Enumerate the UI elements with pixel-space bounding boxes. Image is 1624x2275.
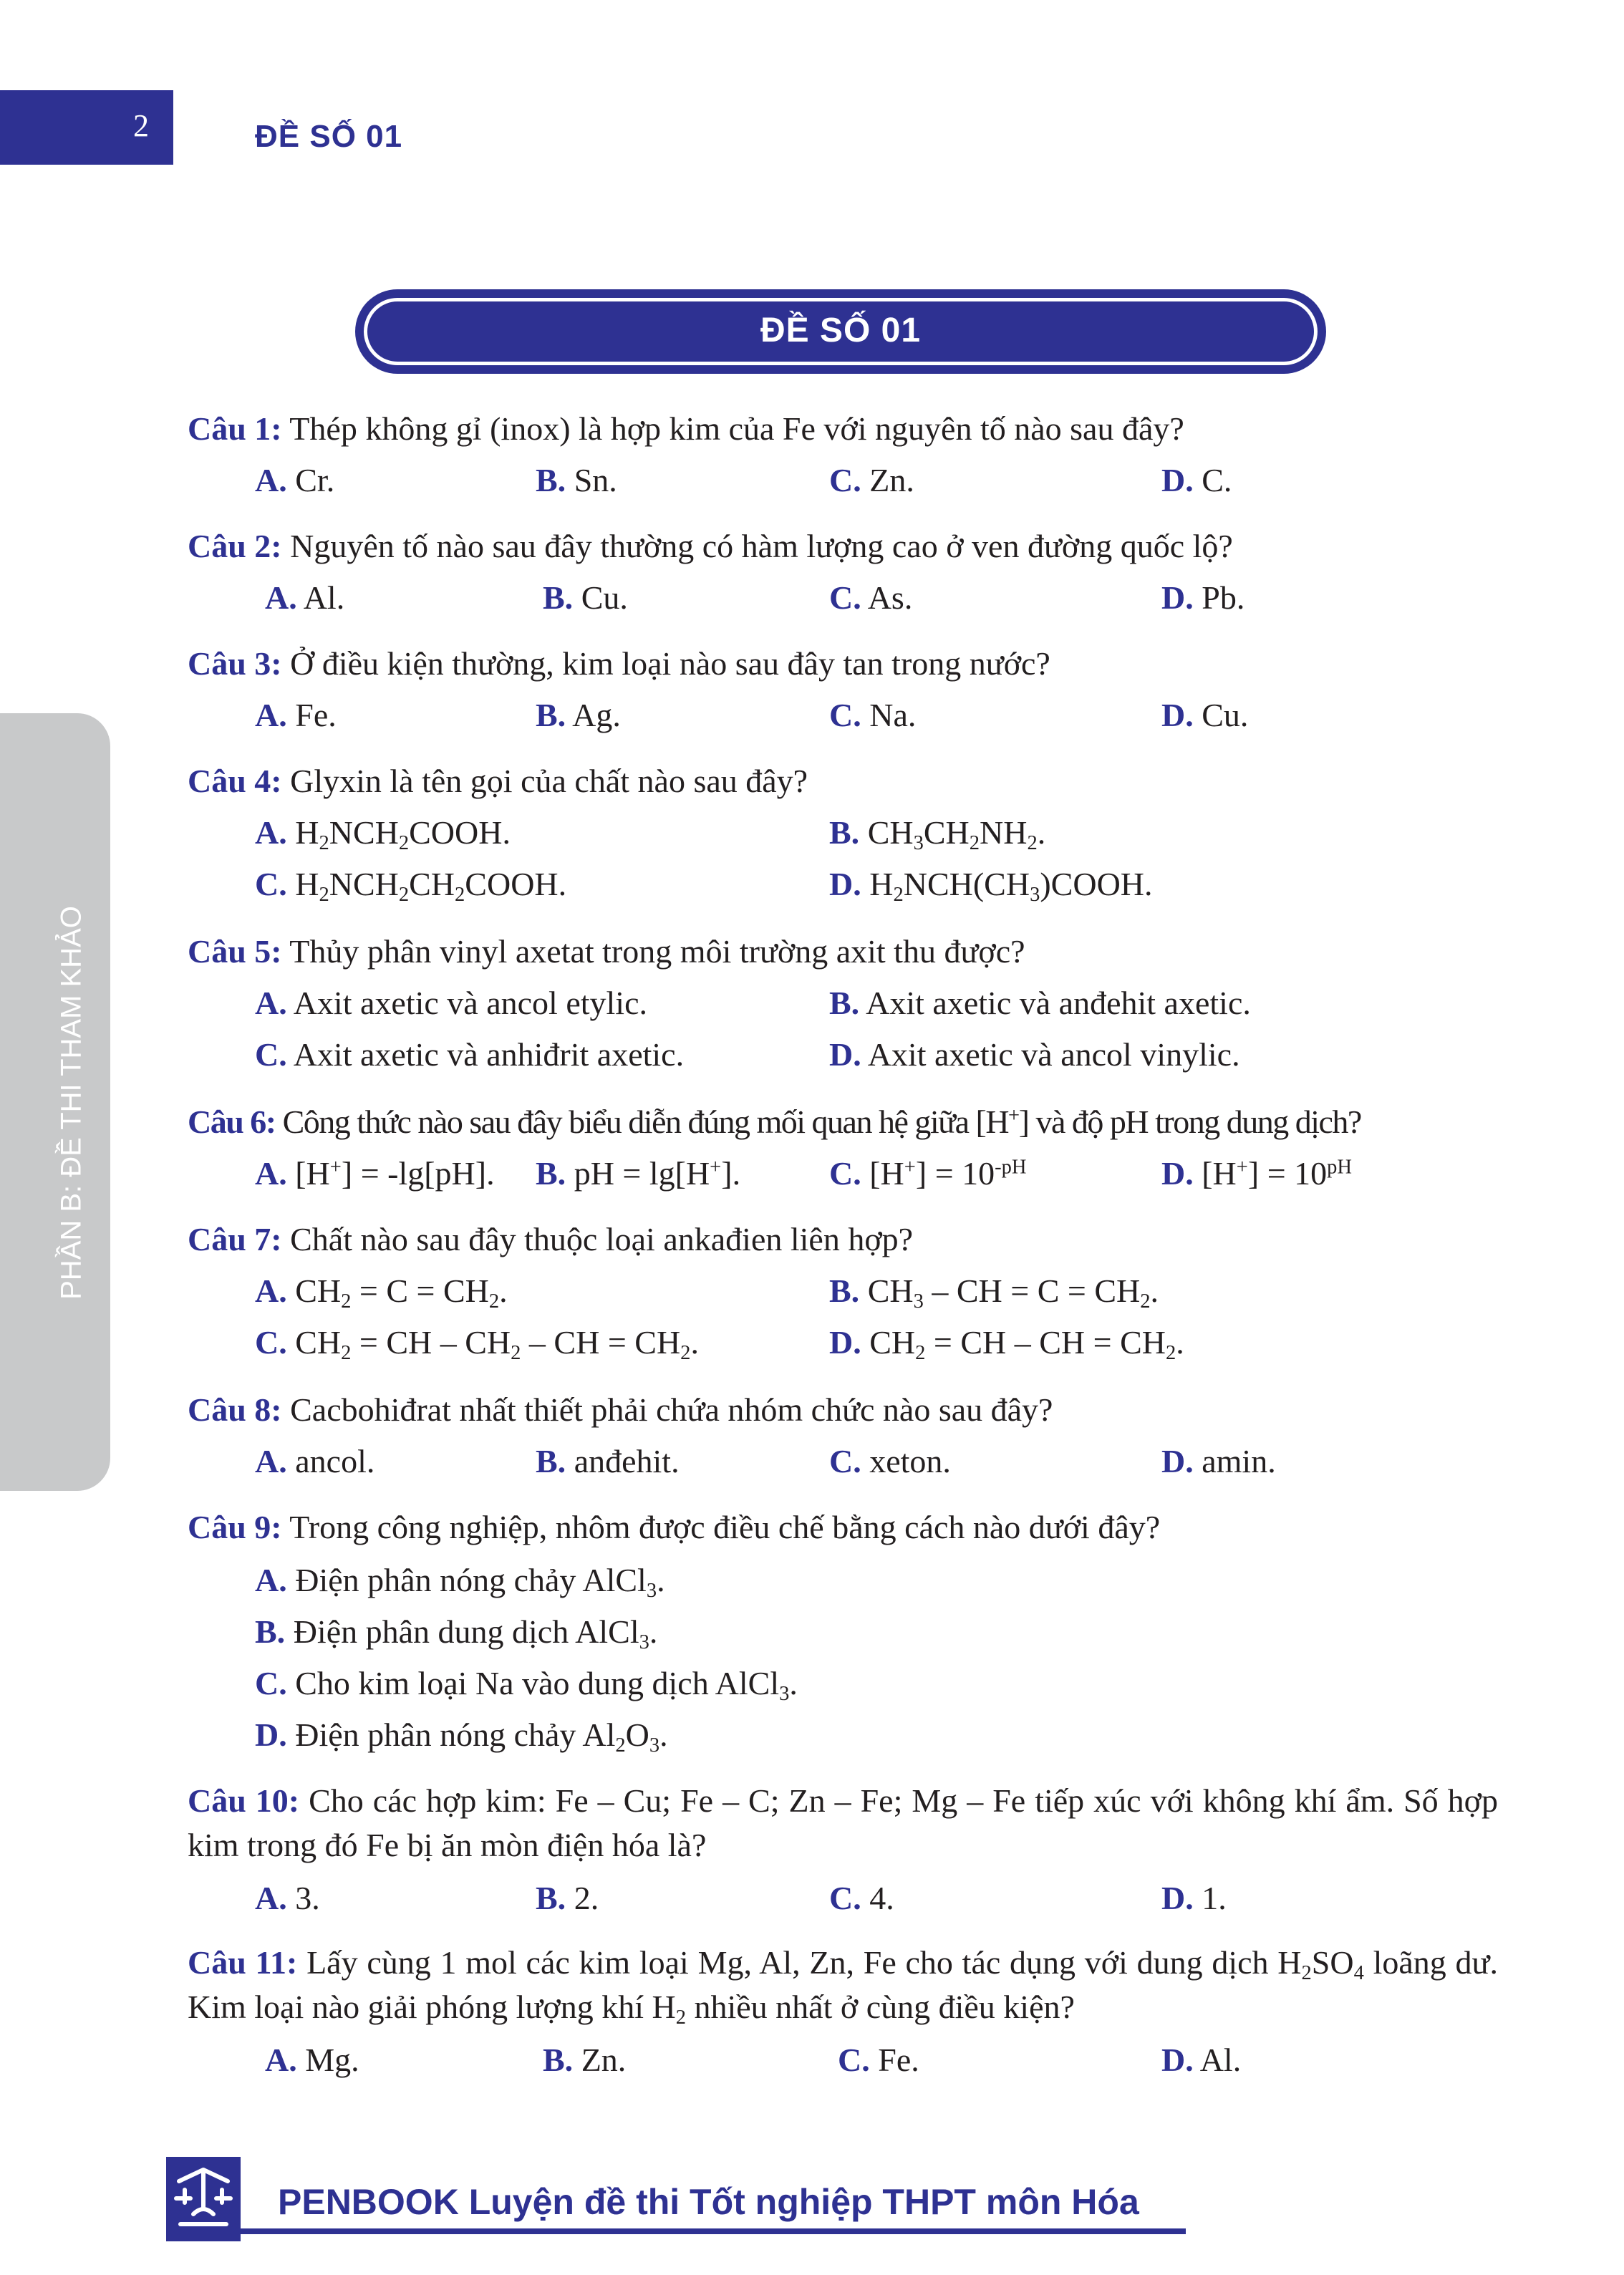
answer-option [1161, 1876, 1227, 1921]
footer-title: PENBOOK Luyện đề thi Tốt nghiệp THPT môn Hóa [278, 2182, 1139, 2222]
question [188, 929, 1025, 974]
option-letter: A. [255, 814, 287, 851]
question-text: Glyxin là tên gọi của chất nào sau đây? [290, 763, 808, 799]
answer-option [829, 1269, 1159, 1313]
option-letter: C. [255, 866, 287, 902]
option-text: Zn. [869, 462, 914, 498]
option-letter: A. [255, 1155, 287, 1192]
option-letter: A. [255, 1443, 287, 1479]
question [188, 1941, 1498, 2029]
answer-option [829, 1439, 951, 1484]
option-text: Pb. [1202, 579, 1245, 616]
option-text: Ag. [572, 697, 621, 733]
option-text: 3. [295, 1880, 320, 1916]
answer-option [829, 1033, 1240, 1077]
option-text: Điện phân nóng chảy $Al_2O_3$. [295, 1716, 668, 1757]
option-letter: D. [829, 866, 861, 902]
option-text: $H_2NCH(CH_3)COOH$. [869, 866, 1153, 906]
option-text: anđehit. [574, 1443, 680, 1479]
question-text: Nguyên tố nào sau đây thường có hàm lượng cao ở ven đường quốc lộ? [290, 528, 1233, 564]
question-label: Câu 8: [188, 1391, 282, 1428]
section-side-tab-label: PHẦN B: ĐỀ THI THAM KHẢO [55, 906, 87, 1300]
answer-option [255, 458, 334, 503]
answer-option [255, 1558, 665, 1603]
answer-option [255, 981, 647, 1025]
option-text: $CH_2$ = CH – $CH_2$ – CH = $CH_2$. [295, 1324, 699, 1364]
option-letter: A. [265, 579, 297, 616]
option-text: As. [867, 579, 913, 616]
option-letter: B. [829, 1272, 860, 1309]
option-letter: A. [255, 697, 287, 733]
option-text: Al. [303, 579, 345, 616]
option-letter: D. [1161, 1880, 1194, 1916]
option-text: $H_2NCH_2CH_2COOH$. [295, 866, 567, 906]
answer-option [255, 1033, 684, 1077]
option-text: amin. [1202, 1443, 1276, 1479]
answer-option [829, 862, 1153, 907]
option-letter: A. [255, 1272, 287, 1309]
question-label: Câu 3: [188, 645, 282, 682]
question [188, 407, 1184, 451]
option-text: Na. [869, 697, 917, 733]
footer-rule [241, 2228, 1186, 2234]
option-letter: D. [1161, 579, 1194, 616]
answer-option [255, 811, 511, 855]
answer-option [265, 2038, 359, 2082]
question-text: Cacbohiđrat nhất thiết phải chứa nhóm chức nào sau đây? [290, 1391, 1053, 1428]
answer-option [255, 1876, 320, 1921]
answer-option [1161, 2038, 1241, 2082]
option-text: Điện phân dung dịch AlCl$_3$. [293, 1613, 658, 1653]
answer-option [543, 2038, 626, 2082]
option-letter: B. [536, 1880, 566, 1916]
option-letter: B. [536, 1155, 566, 1192]
option-text: Al. [1199, 2042, 1242, 2078]
option-letter: C. [255, 1665, 287, 1701]
option-text: 1. [1202, 1880, 1227, 1916]
option-text: $CH_3CH_2NH_2$. [867, 814, 1046, 854]
option-text: ancol. [295, 1443, 375, 1479]
answer-option [1161, 1151, 1352, 1196]
option-letter: D. [255, 1716, 287, 1753]
question-text: Chất nào sau đây thuộc loại ankađien liên hợp? [290, 1221, 914, 1257]
option-text: 4. [869, 1880, 894, 1916]
question-text: Thép không gỉ (inox) là hợp kim của Fe với nguyên tố nào sau đây? [289, 410, 1184, 447]
option-text: C. [1202, 462, 1232, 498]
option-letter: D. [1161, 1443, 1194, 1479]
option-text: $H_2NCH_2COOH$. [295, 814, 511, 854]
question-text: Ở điều kiện thường, kim loại nào sau đây tan trong nước? [290, 645, 1050, 682]
answer-option [536, 1439, 680, 1484]
option-text: Axit axetic và ancol etylic. [293, 985, 648, 1021]
option-letter: B. [255, 1613, 286, 1650]
question-text: Trong công nghiệp, nhôm được điều chế bằng cách nào dưới đây? [289, 1509, 1161, 1545]
answer-option [255, 1713, 668, 1757]
answer-option [1161, 458, 1232, 503]
question-label: Câu 9: [188, 1509, 282, 1545]
answer-option [829, 576, 912, 620]
answer-option [1161, 693, 1248, 738]
question-text: Cho các hợp kim: Fe – Cu; Fe – C; Zn – Fe; Mg – Fe tiếp xúc với không khí ẩm. Số hợp kim trong đó Fe bị ăn mòn điện hóa là? [188, 1782, 1498, 1863]
answer-option [829, 1151, 1027, 1196]
option-text: $CH_2$ = CH – CH = $CH_2$. [869, 1324, 1184, 1364]
option-letter: C. [255, 1324, 287, 1361]
question [188, 642, 1050, 686]
answer-option [536, 458, 617, 503]
answer-option [255, 1151, 495, 1196]
answer-option [1161, 1439, 1276, 1484]
option-letter: D. [1161, 1155, 1194, 1192]
option-text: $[H^+] = 10^{pH}$ [1202, 1155, 1352, 1192]
answer-option [255, 1269, 508, 1313]
option-letter: B. [536, 1443, 566, 1479]
option-letter: C. [838, 2042, 870, 2078]
answer-option [829, 981, 1251, 1025]
option-letter: B. [829, 814, 860, 851]
question [188, 1217, 913, 1262]
answer-option [829, 693, 916, 738]
answer-option [829, 458, 914, 503]
question-label: Câu 1: [188, 410, 282, 447]
question [188, 759, 808, 803]
penbook-logo-icon [166, 2157, 241, 2241]
question-text: Lấy cùng 1 mol các kim loại Mg, Al, Zn, Fe cho tác dụng với dung dịch $H_2SO_4$ loãng dư. Kim loại nào giải phóng lượng khí $H_2$ nhiều nhất ở cùng điều kiện? [188, 1944, 1498, 2029]
option-text: Cr. [295, 462, 335, 498]
option-letter: B. [543, 579, 574, 616]
answer-option [543, 576, 628, 620]
answer-option [829, 811, 1045, 855]
answer-option [829, 1320, 1184, 1365]
option-letter: D. [829, 1324, 861, 1361]
answer-option [1161, 576, 1244, 620]
question-label: Câu 10: [188, 1782, 300, 1819]
answer-option [838, 2038, 919, 2082]
answer-option [536, 1876, 599, 1921]
option-letter: C. [829, 697, 861, 733]
option-text: pH = lg[H+]. [574, 1155, 741, 1192]
answer-option [829, 1876, 894, 1921]
option-letter: A. [255, 985, 287, 1021]
option-letter: C. [829, 579, 861, 616]
option-letter: B. [829, 985, 860, 1021]
question-label: Câu 11: [188, 1944, 298, 1981]
question [188, 1505, 1160, 1550]
option-text: Axit axetic và anđehit axetic. [866, 985, 1251, 1021]
question [188, 1388, 1053, 1432]
option-text: Fe. [878, 2042, 919, 2078]
option-text: [H+] = -lg[pH]. [295, 1155, 495, 1192]
option-letter: C. [829, 1155, 861, 1192]
option-letter: A. [255, 462, 287, 498]
option-text: Fe. [295, 697, 337, 733]
exam-title: ĐỀ SỐ 01 [760, 311, 922, 349]
answer-option [255, 693, 337, 738]
question-label: Câu 7: [188, 1221, 282, 1257]
option-text: Mg. [305, 2042, 359, 2078]
answer-option [536, 1151, 740, 1196]
option-letter: C. [829, 1880, 861, 1916]
option-letter: D. [1161, 2042, 1194, 2078]
question-text: Công thức nào sau đây biểu diễn đúng mối quan hệ giữa [H+] và độ pH trong dung dịch? [282, 1103, 1361, 1140]
option-letter: D. [1161, 462, 1194, 498]
question [188, 524, 1233, 569]
option-text: Cho kim loại Na vào dung dịch AlCl$_3$. [295, 1665, 798, 1705]
option-letter: A. [255, 1562, 287, 1598]
option-letter: D. [829, 1036, 861, 1073]
option-text: $CH_3$ – CH = $C = CH_2$. [867, 1272, 1159, 1313]
option-letter: B. [536, 697, 566, 733]
option-text: $CH_2 = C = CH_2$. [295, 1272, 508, 1313]
page-number: 2 [133, 108, 149, 143]
option-text: Điện phân nóng chảy AlCl$_3$. [295, 1562, 665, 1602]
answer-option [536, 693, 621, 738]
option-text: xeton. [869, 1443, 951, 1479]
answer-option [255, 1610, 657, 1654]
question [188, 1779, 1498, 1868]
question-label: Câu 2: [188, 528, 282, 564]
option-letter: C. [255, 1036, 287, 1073]
answer-option [265, 576, 344, 620]
option-letter: A. [255, 1880, 287, 1916]
option-text: Zn. [581, 2042, 627, 2078]
option-text: Cu. [581, 579, 628, 616]
answer-option [255, 1661, 798, 1706]
option-letter: A. [265, 2042, 297, 2078]
option-text: $[H^+] = 10^{-pH}$ [869, 1155, 1027, 1192]
option-letter: C. [829, 1443, 861, 1479]
option-text: Axit axetic và ancol vinylic. [867, 1036, 1240, 1073]
option-letter: D. [1161, 697, 1194, 733]
option-letter: B. [536, 462, 566, 498]
answer-option [255, 1439, 374, 1484]
question [188, 1100, 1361, 1144]
option-text: Axit axetic và anhiđrit axetic. [293, 1036, 685, 1073]
question-label: Câu 4: [188, 763, 282, 799]
answer-option [255, 1320, 699, 1365]
option-text: Sn. [574, 462, 617, 498]
header-title: ĐỀ SỐ 01 [255, 119, 403, 154]
question-text: Thủy phân vinyl axetat trong môi trường axit thu được? [289, 933, 1025, 970]
option-text: 2. [574, 1880, 599, 1916]
question-label: Câu 6: [188, 1103, 276, 1140]
option-letter: B. [543, 2042, 574, 2078]
option-text: Cu. [1202, 697, 1249, 733]
option-letter: C. [829, 462, 861, 498]
question-label: Câu 5: [188, 933, 282, 970]
exam-title-banner [355, 289, 1326, 374]
answer-option [255, 862, 566, 907]
